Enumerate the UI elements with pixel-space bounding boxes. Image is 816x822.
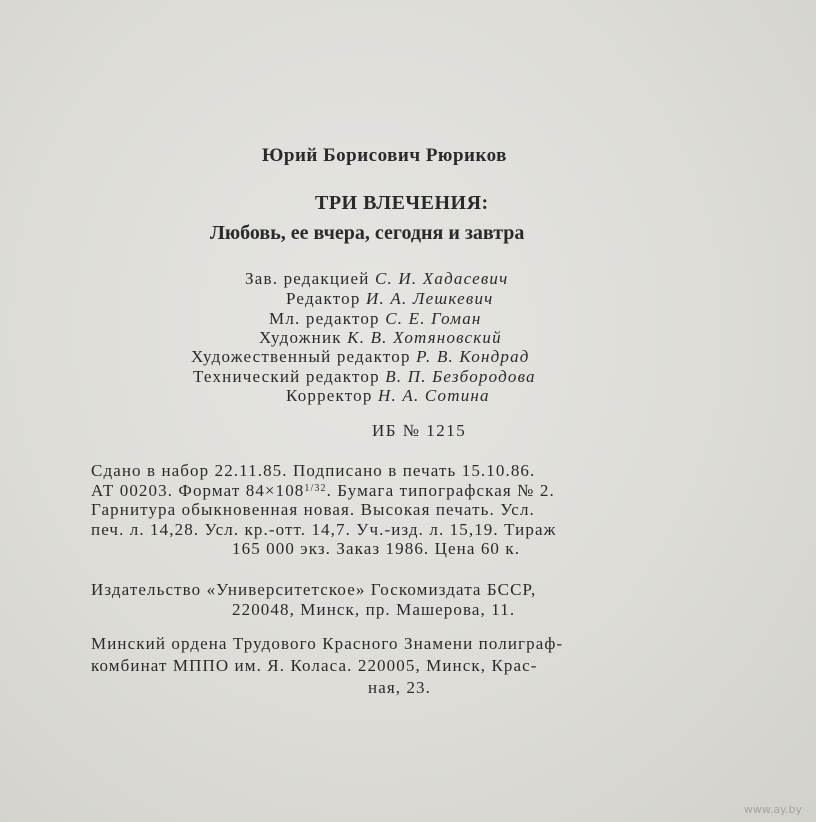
credit-role: Редактор xyxy=(286,289,361,308)
printer-line: Минский ордена Трудового Красного Знамени полиграф- xyxy=(91,634,564,653)
credit-name: К. В. Хотяновский xyxy=(347,328,502,347)
book-title: ТРИ ВЛЕЧЕНИЯ: xyxy=(315,192,489,214)
credit-name: Н. А. Сотина xyxy=(378,386,490,405)
author-name: Юрий Борисович Рюриков xyxy=(262,145,507,166)
publisher-line: Издательство «Университетское» Госкомиздата БССР, xyxy=(91,580,537,599)
credit-role: Мл. редактор xyxy=(269,309,380,328)
imprint-format-fraction: 1/32 xyxy=(304,483,327,494)
imprint-line: 165 000 экз. Заказ 1986. Цена 60 к. xyxy=(232,539,521,558)
credit-name: С. И. Хадасевич xyxy=(374,269,509,288)
credit-line xyxy=(269,309,482,329)
imprint-line: печ. л. 14,28. Усл. кр.-отт. 14,7. Уч.-изд. л. 15,19. Тираж xyxy=(91,520,557,539)
credit-line xyxy=(286,289,493,309)
credit-line xyxy=(193,367,536,387)
credit-line xyxy=(191,347,530,367)
credit-line xyxy=(286,386,490,406)
imprint-format-text: АТ 00203. Формат 84×108 xyxy=(91,481,305,500)
credit-name: Р. В. Кондрад xyxy=(416,347,530,366)
publisher-line: 220048, Минск, пр. Машерова, 11. xyxy=(232,600,516,619)
credit-name: В. П. Безбородова xyxy=(385,367,536,386)
imprint-paper-text: . Бумага типографская № 2. xyxy=(326,481,555,500)
credit-role: Корректор xyxy=(286,386,373,405)
credit-line xyxy=(259,328,502,348)
credit-line xyxy=(245,269,508,289)
credit-name: И. А. Лешкевич xyxy=(366,289,494,308)
site-watermark: www.ay.by xyxy=(743,803,802,816)
book-subtitle: Любовь, ее вчера, сегодня и завтра xyxy=(210,222,525,244)
credit-role: Художник xyxy=(259,328,342,347)
ib-number: ИБ № 1215 xyxy=(372,421,467,440)
printer-line: ная, 23. xyxy=(368,678,432,697)
imprint-line xyxy=(91,481,555,501)
credit-role: Технический редактор xyxy=(193,367,380,386)
credit-role: Зав. редакцией xyxy=(245,269,370,288)
printer-line: комбинат МППО им. Я. Коласа. 220005, Минск, Крас- xyxy=(91,656,538,675)
credit-name: С. Е. Гоман xyxy=(385,309,482,328)
imprint-line: Гарнитура обыкновенная новая. Высокая печать. Усл. xyxy=(91,500,535,519)
imprint-line: Сдано в набор 22.11.85. Подписано в печать 15.10.86. xyxy=(91,461,536,480)
credit-role: Художественный редактор xyxy=(191,347,411,366)
